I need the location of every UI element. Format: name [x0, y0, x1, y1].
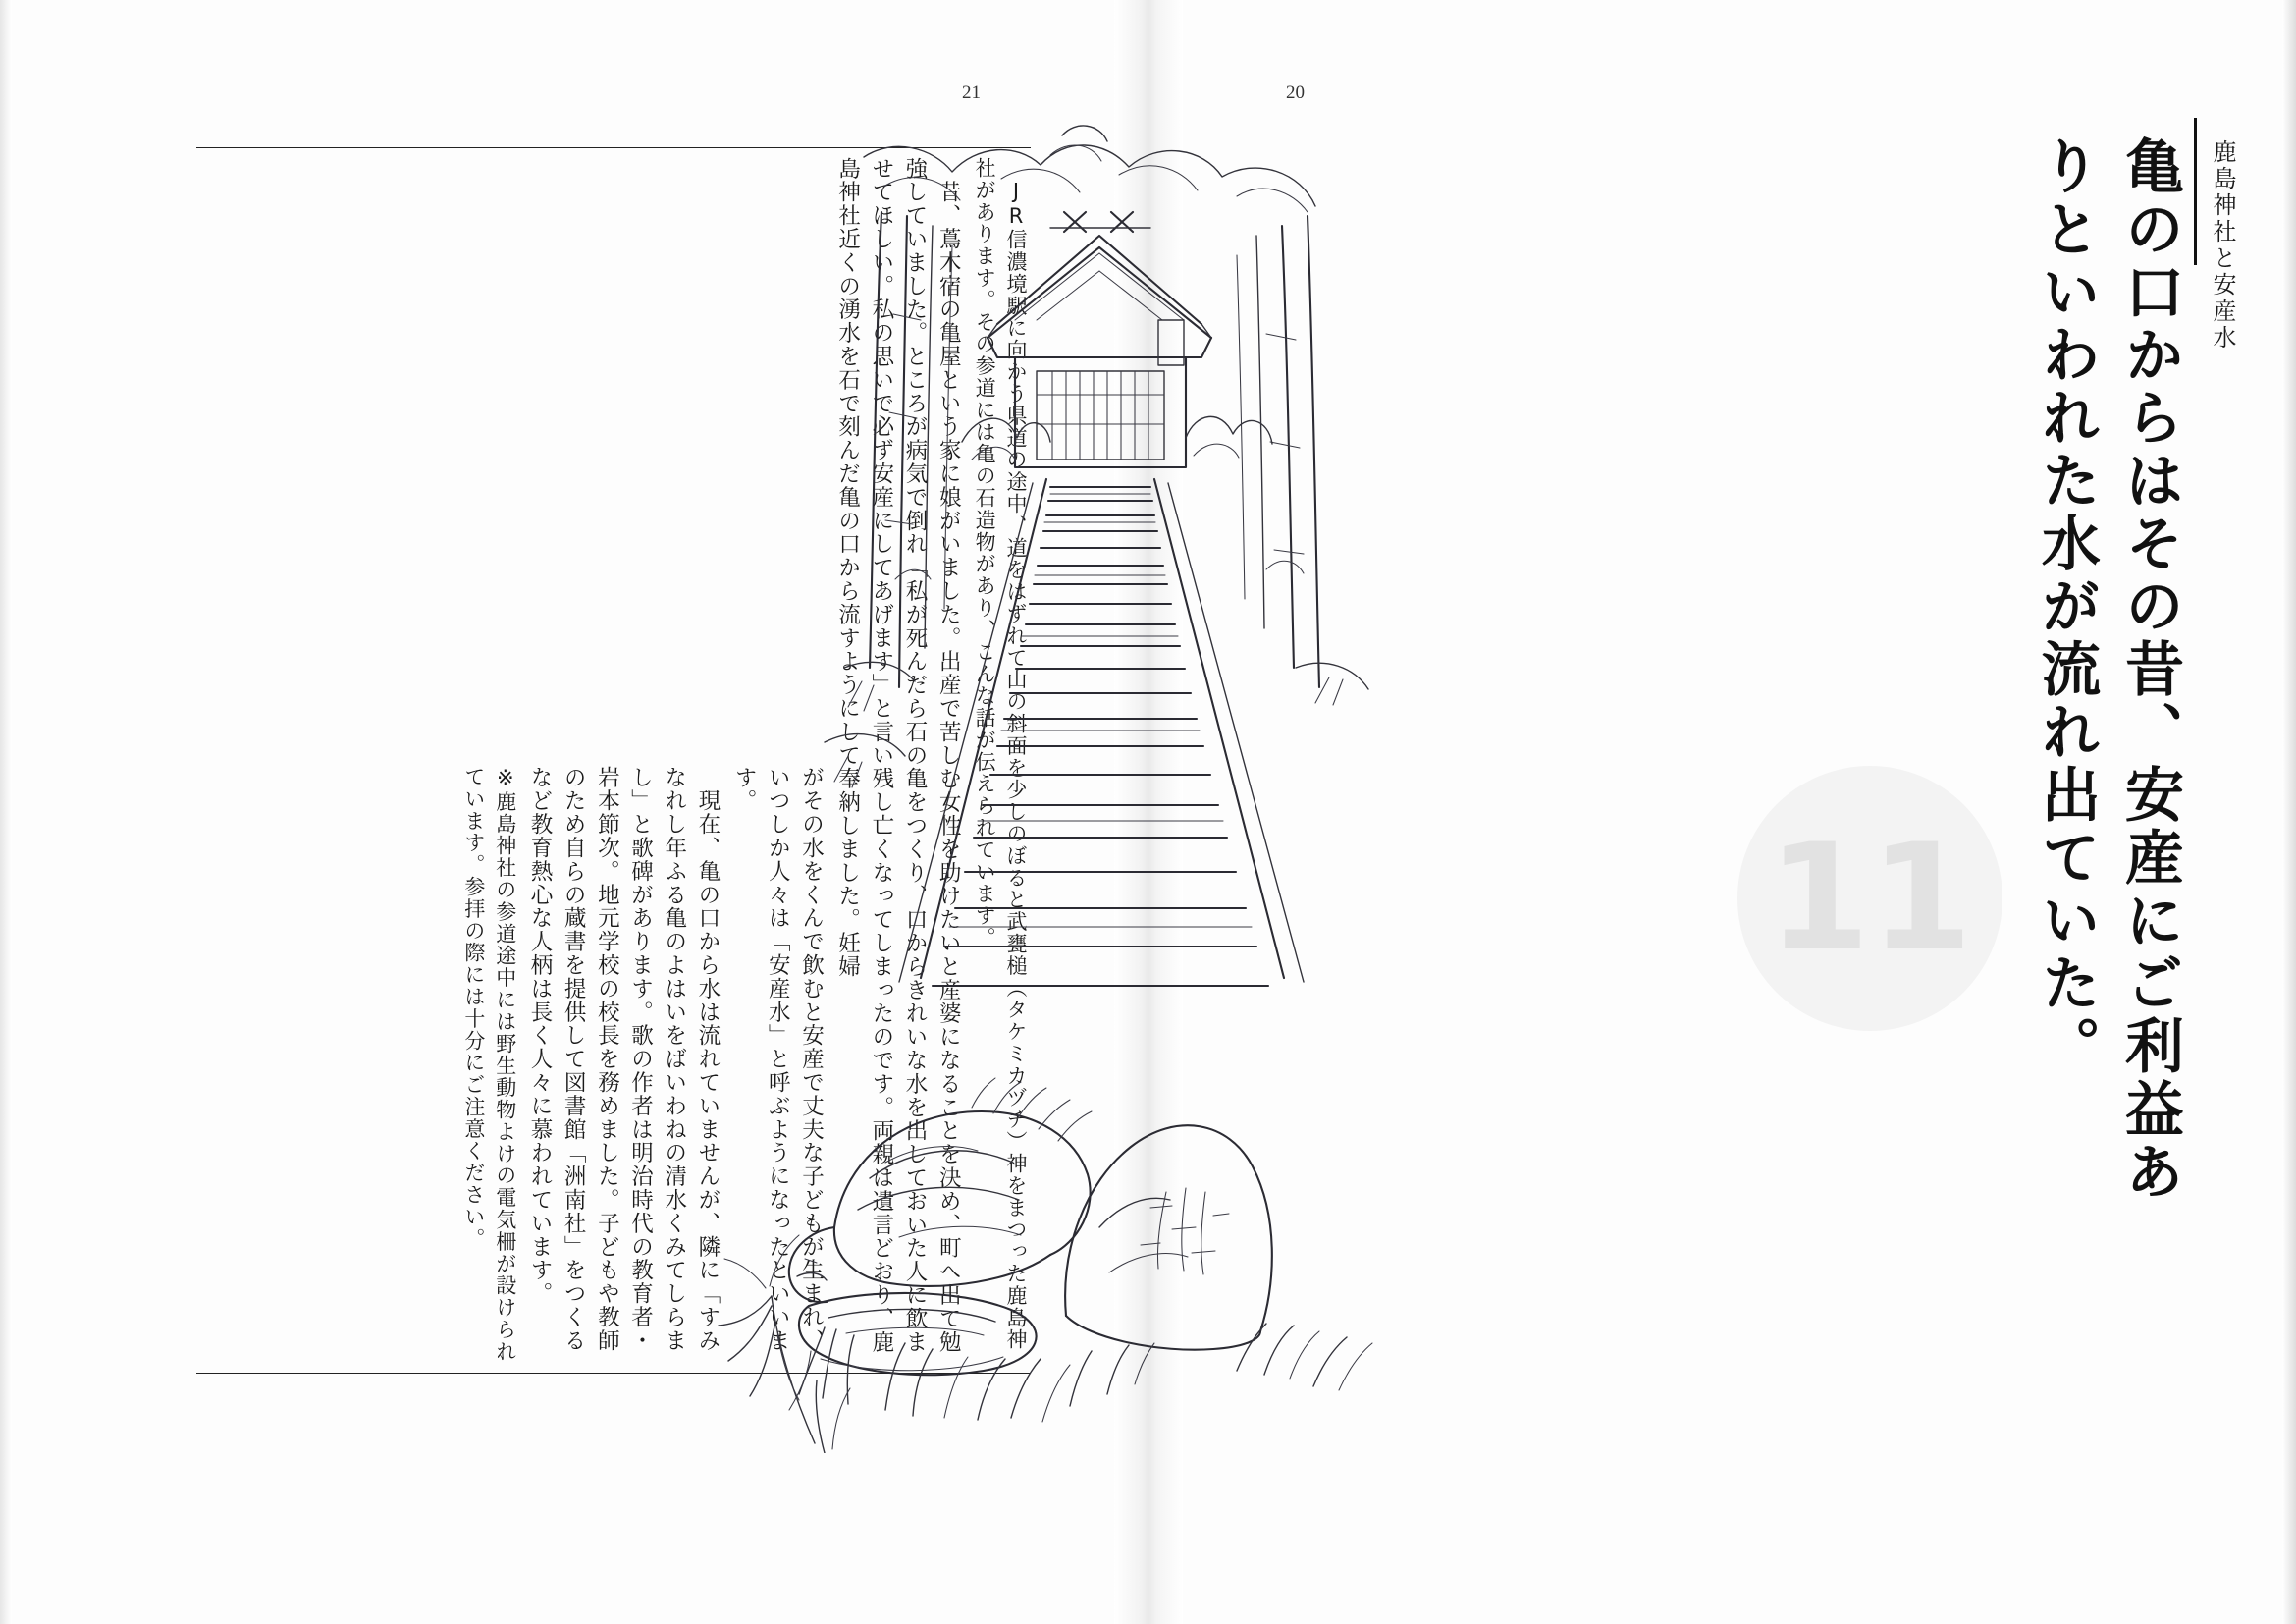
- text-column-3: がその水をくんで飲むと安産で丈夫な子どもが生まれ、いつしか人々は「安産水」と呼ぶようになったといいます。: [731, 766, 825, 1353]
- chapter-watermark-number: 11: [1737, 766, 2002, 1031]
- scan-edge-left: [0, 0, 12, 1624]
- text-column-1: JR信濃境駅に向かう県道の途中、道をはずれて山の斜面を少しのぼると武甕槌（タケミカヅチ）神をまつった鹿島神社があります。その参道には亀の石造物があり、こんな話が伝えられています。: [973, 157, 1028, 1351]
- text-column-4: 現在、亀の口から水は流れていませんが、隣に「すみなれし年ふる亀のよはいをばいわねの清水くみてしらまし」と歌碑があります。歌の作者は明治時代の教育者・岩本節次。地元学校の校長を務めました。子どもや教師のため自らの蔵書を提供して図書館「洲南社」をつくるなど教育熱心な人柄は長く人々に慕われています。: [526, 766, 721, 1353]
- shrine-stairway-illustration: [805, 118, 1414, 1001]
- section-kicker: 鹿島神社と安産水: [2209, 139, 2236, 352]
- text-column-note: ※鹿島神社の参道途中には野生動物よけの電気柵が設けられています。参拝の際には十分にご注意ください。: [461, 766, 517, 1363]
- page-number-right: 20: [1286, 82, 1305, 103]
- stone-turtle-illustration: [775, 982, 1404, 1492]
- grass-sprig-illustration: [667, 1129, 864, 1453]
- scan-edge-right: [2282, 0, 2296, 1624]
- headline-rule: [2194, 118, 2197, 265]
- page-number-left: 21: [962, 82, 981, 103]
- text-column-2: 昔、蔦木宿の亀屋という家に娘がいました。出産で苦しむ女性を助けたいと産婆になることを決め、町へ出て勉強していました。ところが病気で倒れ「私が死んだら石の亀をつくり、口からきれいな水を出しておいた人に飲ませてほしい。私の思いで必ず安産にしてあげます」と言い残し亡くなってしまったのです。両親は遺言どおり、鹿島神社近くの湧水を石で刻んだ亀の口から流すようにして奉納しました。妊婦: [834, 157, 962, 1354]
- right-page-title-area: [1188, 98, 2268, 1522]
- page-headline: 亀の口からはその昔、安産にご利益ありといわれた水が流れ出ていた。: [2031, 135, 2184, 1204]
